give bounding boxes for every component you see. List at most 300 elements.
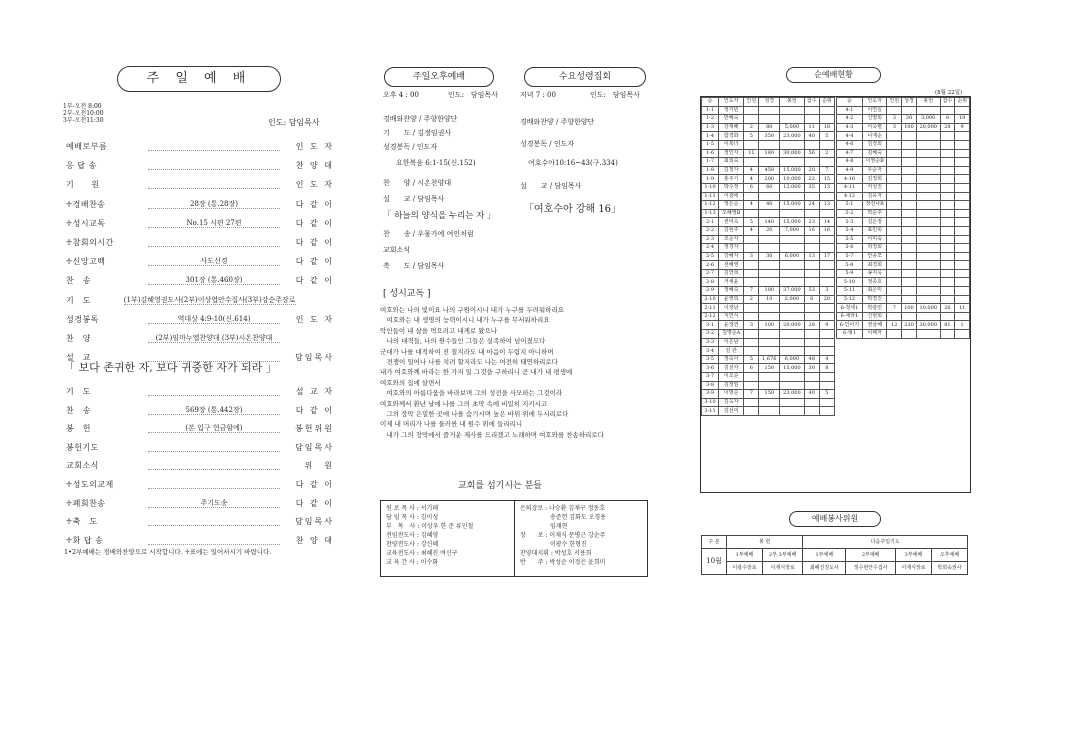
table-cell bbox=[902, 166, 917, 175]
table-row bbox=[837, 132, 970, 141]
table-cell bbox=[916, 201, 940, 210]
afternoon-line: 요한복음 6:1-15(신.152) bbox=[396, 159, 476, 167]
table-cell: 김은정 bbox=[862, 218, 887, 227]
table-cell: 박수정 bbox=[719, 183, 744, 192]
table-cell bbox=[916, 244, 940, 253]
table-cell bbox=[916, 287, 940, 296]
table-cell: 24 bbox=[804, 201, 819, 210]
table-cell: 이옥렬 bbox=[862, 123, 887, 132]
order-label: 예배로부름 bbox=[66, 142, 108, 151]
table-cell: 5 bbox=[819, 390, 834, 399]
table-row bbox=[702, 304, 835, 313]
sv-sub: 3부예배 bbox=[896, 549, 932, 562]
table-cell: 8 bbox=[819, 364, 834, 373]
table-row bbox=[837, 106, 970, 115]
order-row bbox=[66, 139, 334, 154]
table-cell bbox=[887, 201, 902, 210]
table-cell bbox=[759, 398, 780, 407]
table-cell: 7,000 bbox=[780, 226, 805, 235]
table-cell bbox=[759, 115, 780, 124]
order-label: 찬 양 bbox=[66, 334, 91, 343]
time-1: 1부-오전 8:00 bbox=[63, 103, 102, 110]
table-cell: 20 bbox=[759, 226, 780, 235]
table-cell: 2-7 bbox=[702, 269, 719, 278]
order-detail: (본 입구 헌금함에) bbox=[148, 424, 280, 433]
table-cell bbox=[887, 140, 902, 149]
table-cell bbox=[902, 158, 917, 167]
table-cell: 1-10 bbox=[702, 183, 719, 192]
table-cell bbox=[780, 312, 805, 321]
table-cell: 6 bbox=[744, 364, 759, 373]
table-cell: 2 bbox=[744, 123, 759, 132]
header-cell: 순위 bbox=[819, 98, 834, 107]
table-row bbox=[702, 209, 835, 218]
table-cell bbox=[744, 140, 759, 149]
table-cell: 전혜영 bbox=[719, 261, 744, 270]
table-cell: 3-1 bbox=[702, 321, 719, 330]
table-cell bbox=[887, 218, 902, 227]
table-cell: 100 bbox=[759, 321, 780, 330]
table-cell bbox=[916, 278, 940, 287]
table-cell bbox=[916, 209, 940, 218]
servant-line: 은퇴장로 : 나승환 김재구 정동호 bbox=[520, 505, 605, 512]
table-cell: 권미옥 bbox=[719, 218, 744, 227]
table-cell: 우순자 bbox=[862, 166, 887, 175]
table-cell bbox=[804, 278, 819, 287]
psalm-line: 그의 장막 은밀한 곳에 나를 숨기시며 높은 바위 위에 두시리로다 bbox=[380, 410, 569, 419]
table-cell: 4-1 bbox=[837, 106, 863, 115]
table-cell bbox=[780, 209, 805, 218]
table-cell bbox=[902, 175, 917, 184]
table-cell: 30,000 bbox=[916, 321, 940, 330]
table-cell: 4-11 bbox=[837, 183, 863, 192]
table-cell bbox=[744, 312, 759, 321]
table-cell: 5,000 bbox=[780, 123, 805, 132]
table-cell: 1-12 bbox=[702, 201, 719, 210]
table-row bbox=[702, 261, 835, 270]
table-cell: 3-6 bbox=[702, 364, 719, 373]
table-row bbox=[702, 123, 835, 132]
sv-month: 10월 bbox=[702, 549, 727, 575]
table-cell: 이연실 bbox=[862, 106, 887, 115]
table-cell bbox=[955, 140, 970, 149]
table-cell: 이명순 bbox=[719, 390, 744, 399]
order-person: 인 도 자 bbox=[295, 314, 334, 324]
order-label: 설 교 bbox=[66, 353, 91, 363]
table-row bbox=[837, 226, 970, 235]
table-cell: 16 bbox=[804, 226, 819, 235]
table-cell: 9 bbox=[955, 123, 970, 132]
table-cell bbox=[804, 158, 819, 167]
table-cell bbox=[780, 106, 805, 115]
header-cell: 순 bbox=[837, 98, 863, 107]
table-cell: 강혜자 bbox=[719, 252, 744, 261]
table-cell: 정선나B bbox=[862, 201, 887, 210]
header-cell: 봉헌 bbox=[780, 98, 805, 107]
table-cell bbox=[940, 330, 955, 339]
table-cell: 10 bbox=[759, 295, 780, 304]
table-cell: 1 bbox=[955, 321, 970, 330]
table-cell: 정경자 bbox=[719, 244, 744, 253]
order-row bbox=[66, 254, 334, 269]
wednesday-line: 여호수아10:16~43(구.334) bbox=[528, 159, 618, 167]
table-cell bbox=[887, 158, 902, 167]
table-cell bbox=[819, 304, 834, 313]
table-row bbox=[837, 278, 970, 287]
table-cell bbox=[887, 244, 902, 253]
table-cell: 함경화 bbox=[719, 132, 744, 141]
table-cell: 윤정연 bbox=[719, 321, 744, 330]
wednesday-time: 저녁 7 : 00 bbox=[520, 91, 556, 99]
afternoon-line: 교회소식 bbox=[383, 246, 411, 254]
table-cell bbox=[955, 209, 970, 218]
table-cell: 150 bbox=[759, 390, 780, 399]
table-cell: 230 bbox=[902, 321, 917, 330]
table-cell: 1,676 bbox=[759, 355, 780, 364]
table-row bbox=[837, 244, 970, 253]
table-cell: 5 bbox=[744, 132, 759, 141]
table-cell: 1-3 bbox=[702, 123, 719, 132]
table-cell: 200 bbox=[759, 175, 780, 184]
table-cell bbox=[780, 192, 805, 201]
order-label: 봉헌기도 bbox=[66, 442, 99, 452]
table-cell: 1-11 bbox=[702, 192, 719, 201]
wednesday-title: 수요성령집회 bbox=[524, 67, 646, 87]
table-cell: 이오순 bbox=[719, 373, 744, 382]
table-cell bbox=[804, 209, 819, 218]
table-cell: 53 bbox=[804, 287, 819, 296]
table-cell: 4-9 bbox=[837, 166, 863, 175]
table-row bbox=[702, 364, 835, 373]
attendance-title: 순예배현황 bbox=[786, 67, 881, 83]
table-cell: 6 bbox=[744, 183, 759, 192]
table-row bbox=[702, 338, 835, 347]
servant-line: 찬양전도사 : 강신혜 bbox=[386, 541, 439, 548]
table-cell bbox=[955, 218, 970, 227]
order-person: 담임목사 bbox=[295, 442, 334, 452]
table-cell: 28 bbox=[940, 123, 955, 132]
table-cell: 180 bbox=[759, 149, 780, 158]
table-cell bbox=[744, 373, 759, 382]
table-cell bbox=[955, 295, 970, 304]
table-cell bbox=[902, 183, 917, 192]
table-cell: 이영순B bbox=[862, 158, 887, 167]
table-cell bbox=[902, 252, 917, 261]
servants-left bbox=[386, 504, 473, 567]
table-cell bbox=[744, 278, 759, 287]
table-cell: 4-8 bbox=[837, 158, 863, 167]
table-row bbox=[837, 321, 970, 330]
table-cell: 김 란 bbox=[719, 347, 744, 356]
table-cell bbox=[887, 226, 902, 235]
table-cell bbox=[759, 330, 780, 339]
table-cell bbox=[744, 235, 759, 244]
table-cell bbox=[887, 295, 902, 304]
table-cell bbox=[955, 192, 970, 201]
table-cell bbox=[819, 373, 834, 382]
table-cell: 5-2 bbox=[837, 209, 863, 218]
table-cell bbox=[940, 312, 955, 321]
table-cell: 15,000 bbox=[780, 201, 805, 210]
order-row bbox=[66, 177, 334, 192]
table-cell: 5-1 bbox=[837, 201, 863, 210]
table-cell: 4 bbox=[744, 166, 759, 175]
table-cell: 5-11 bbox=[837, 287, 863, 296]
order-label: ♱경배찬송 bbox=[66, 199, 106, 209]
table-cell: 김옥자 bbox=[719, 398, 744, 407]
table-cell: 4 bbox=[744, 201, 759, 210]
table-cell: 정은순 bbox=[719, 201, 744, 210]
table-cell bbox=[902, 192, 917, 201]
table-row bbox=[837, 201, 970, 210]
table-cell: 14 bbox=[819, 218, 834, 227]
table-cell bbox=[804, 347, 819, 356]
table-cell: 4 bbox=[744, 175, 759, 184]
table-cell bbox=[759, 209, 780, 218]
table-cell bbox=[916, 149, 940, 158]
afternoon-line: 경배와찬양 / 주향한양단 bbox=[383, 115, 458, 123]
table-cell bbox=[887, 252, 902, 261]
table-row bbox=[837, 287, 970, 296]
table-cell bbox=[940, 261, 955, 270]
order-label: ♱성시교독 bbox=[66, 218, 106, 228]
table-cell bbox=[780, 140, 805, 149]
table-cell bbox=[780, 330, 805, 339]
order-label: ♱참회의시간 bbox=[66, 238, 114, 247]
table-cell bbox=[804, 330, 819, 339]
table-cell bbox=[955, 252, 970, 261]
table-row bbox=[702, 398, 835, 407]
order-row bbox=[66, 235, 334, 250]
table-row bbox=[837, 123, 970, 132]
order-label: 찬 송 bbox=[66, 405, 91, 415]
sv-name: 이재식장로 bbox=[896, 562, 932, 575]
table-cell bbox=[887, 183, 902, 192]
table-cell: 1-8 bbox=[702, 166, 719, 175]
table-cell: 이해자 bbox=[862, 330, 887, 339]
table-row bbox=[837, 304, 970, 313]
table-cell: 정숙이 bbox=[719, 355, 744, 364]
main-service-title: 주 일 예 배 bbox=[117, 66, 281, 92]
table-row bbox=[702, 140, 835, 149]
table-cell: 6-형1 bbox=[837, 330, 863, 339]
table-cell bbox=[744, 261, 759, 270]
table-cell: 3 bbox=[819, 287, 834, 296]
table-cell bbox=[759, 106, 780, 115]
table-cell: 반혜숙 bbox=[719, 115, 744, 124]
table-cell bbox=[804, 269, 819, 278]
order-person: 위 원 bbox=[304, 461, 334, 471]
table-cell: 최희숙 bbox=[719, 158, 744, 167]
table-cell bbox=[902, 218, 917, 227]
psalm-line: 군대가 나를 대적하여 진 칠지라도 내 마음이 두렵지 아니하며 bbox=[380, 347, 554, 356]
table-cell: 지연식 bbox=[719, 312, 744, 321]
table-cell bbox=[744, 192, 759, 201]
table-cell bbox=[955, 244, 970, 253]
table-cell bbox=[902, 209, 917, 218]
table-cell: 2-9 bbox=[702, 287, 719, 296]
order-person: 다 같 이 bbox=[295, 218, 334, 228]
table-cell bbox=[744, 407, 759, 416]
header-cell: 성경 bbox=[902, 98, 917, 107]
table-cell bbox=[940, 235, 955, 244]
table-cell bbox=[819, 192, 834, 201]
table-cell: 2-3 bbox=[702, 235, 719, 244]
table-cell: 3-9 bbox=[702, 390, 719, 399]
table-cell bbox=[780, 244, 805, 253]
table-row bbox=[702, 235, 835, 244]
order-detail bbox=[148, 536, 280, 545]
table-cell bbox=[780, 269, 805, 278]
time-3: 3부-오전11:30 bbox=[63, 117, 104, 124]
table-cell bbox=[916, 218, 940, 227]
order-row bbox=[66, 514, 334, 529]
order-row bbox=[66, 331, 334, 346]
sv-name: 이재식장로 bbox=[762, 562, 802, 575]
order-label: 기 도 bbox=[66, 387, 91, 396]
table-cell bbox=[902, 140, 917, 149]
order-detail bbox=[148, 517, 280, 526]
table-cell: 5-12 bbox=[837, 295, 863, 304]
afternoon-sermon: 「 하늘의 양식을 누리는 자 」 bbox=[383, 211, 496, 221]
table-cell bbox=[759, 407, 780, 416]
servant-line: 장 로 : 이재식 문병근 강순주 bbox=[520, 532, 606, 539]
afternoon-time: 오후 4 : 00 bbox=[383, 91, 419, 99]
table-cell: 30,000 bbox=[780, 149, 805, 158]
servant-line: 임재현 bbox=[520, 523, 568, 530]
table-row bbox=[702, 158, 835, 167]
order-row bbox=[66, 403, 334, 418]
table-cell: 2-10 bbox=[702, 295, 719, 304]
table-row bbox=[702, 407, 835, 416]
attendance-date: (8월 22일) bbox=[935, 90, 963, 96]
order-detail bbox=[148, 443, 280, 452]
table-cell bbox=[887, 287, 902, 296]
table-cell bbox=[780, 338, 805, 347]
table-cell: 김혜숙 bbox=[862, 149, 887, 158]
table-header-row bbox=[702, 98, 835, 107]
header-cell: 인원 bbox=[744, 98, 759, 107]
order-label: ♱성도의교제 bbox=[66, 480, 114, 489]
table-row bbox=[837, 166, 970, 175]
table-cell bbox=[804, 338, 819, 347]
order-detail: 주기도송 bbox=[148, 499, 280, 508]
sv-name: 박희숙권사 bbox=[932, 562, 968, 575]
table-cell bbox=[902, 244, 917, 253]
table-cell bbox=[916, 295, 940, 304]
table-cell: 정기빈 bbox=[719, 106, 744, 115]
table-cell bbox=[916, 235, 940, 244]
order-person: 다 같 이 bbox=[295, 498, 334, 508]
order-person: 찬 양 대 bbox=[295, 161, 334, 171]
table-cell bbox=[819, 312, 834, 321]
table-cell: 3-3 bbox=[702, 338, 719, 347]
order-row bbox=[66, 440, 334, 455]
order-person: 다 같 이 bbox=[295, 257, 334, 267]
table-cell: 표민희 bbox=[862, 226, 887, 235]
table-cell: 7 bbox=[887, 304, 902, 313]
table-cell bbox=[759, 158, 780, 167]
table-row bbox=[837, 235, 970, 244]
afternoon-line: 설 교 / 담임목사 bbox=[383, 195, 445, 203]
table-cell bbox=[887, 175, 902, 184]
table-cell bbox=[940, 287, 955, 296]
table-cell bbox=[902, 278, 917, 287]
table-cell: 1-9 bbox=[702, 175, 719, 184]
table-cell bbox=[902, 226, 917, 235]
table-cell: 15 bbox=[819, 175, 834, 184]
table-cell bbox=[955, 261, 970, 270]
table-cell: 3-7 bbox=[702, 373, 719, 382]
wednesday-leader: 인도: 담임목사 bbox=[590, 91, 640, 99]
table-row bbox=[837, 218, 970, 227]
table-cell: 5-5 bbox=[837, 235, 863, 244]
table-cell bbox=[759, 312, 780, 321]
order-person: 봉헌위원 bbox=[295, 424, 334, 434]
table-cell bbox=[819, 398, 834, 407]
psalm-line: 이제 내 머리가 나를 둘러싼 내 원수 위에 들리리니 bbox=[380, 420, 523, 429]
table-cell bbox=[887, 106, 902, 115]
servant-line: 이광수 한형진 bbox=[520, 541, 587, 548]
table-cell bbox=[902, 106, 917, 115]
table-row bbox=[702, 355, 835, 364]
table-cell bbox=[780, 278, 805, 287]
table-cell bbox=[955, 132, 970, 141]
table-row bbox=[702, 244, 835, 253]
order-row bbox=[66, 496, 334, 511]
wednesday-sermon: 「여호수아 강해 16」 bbox=[524, 204, 622, 215]
table-cell bbox=[916, 252, 940, 261]
table-cell: 1-13 bbox=[702, 209, 719, 218]
table-cell bbox=[940, 158, 955, 167]
table-row bbox=[702, 373, 835, 382]
sv-name: 최혜진전도사 bbox=[803, 562, 846, 575]
servant-line: 찬양대지휘 : 박성호 서용희 bbox=[520, 550, 592, 557]
table-cell: 35 bbox=[804, 183, 819, 192]
table-cell bbox=[916, 158, 940, 167]
table-cell bbox=[819, 235, 834, 244]
table-cell: 2-6 bbox=[702, 261, 719, 270]
table-cell bbox=[744, 347, 759, 356]
table-cell: 1-5 bbox=[702, 140, 719, 149]
servant-line: 담 임 목 사 : 김이성 bbox=[386, 514, 439, 521]
table-cell: 28 bbox=[804, 321, 819, 330]
table-cell: 허정희 bbox=[862, 244, 887, 253]
table-cell: 15,000 bbox=[780, 364, 805, 373]
table-cell bbox=[887, 235, 902, 244]
table-cell bbox=[955, 201, 970, 210]
afternoon-title: 주일오후예배 bbox=[384, 67, 494, 87]
table-cell: 30 bbox=[902, 115, 917, 124]
table-cell: 김정임 bbox=[719, 381, 744, 390]
table-cell bbox=[916, 166, 940, 175]
table-cell: 80 bbox=[759, 123, 780, 132]
table-row bbox=[837, 149, 970, 158]
table-cell: 김현주 bbox=[719, 226, 744, 235]
order-label: 기 도 bbox=[66, 295, 91, 305]
order-person: 다 같 이 bbox=[295, 276, 334, 286]
table-cell: 40 bbox=[804, 132, 819, 141]
table-cell: 1-6 bbox=[702, 149, 719, 158]
header-cell: 봉헌 bbox=[916, 98, 940, 107]
table-cell bbox=[819, 338, 834, 347]
table-cell: 30 bbox=[759, 252, 780, 261]
header-cell: 인도자 bbox=[862, 98, 887, 107]
servant-line: 전임전도사 : 김혜영 bbox=[386, 532, 439, 539]
sv-sub: 1부예배 bbox=[727, 549, 763, 562]
table-cell bbox=[780, 347, 805, 356]
table-cell bbox=[940, 192, 955, 201]
